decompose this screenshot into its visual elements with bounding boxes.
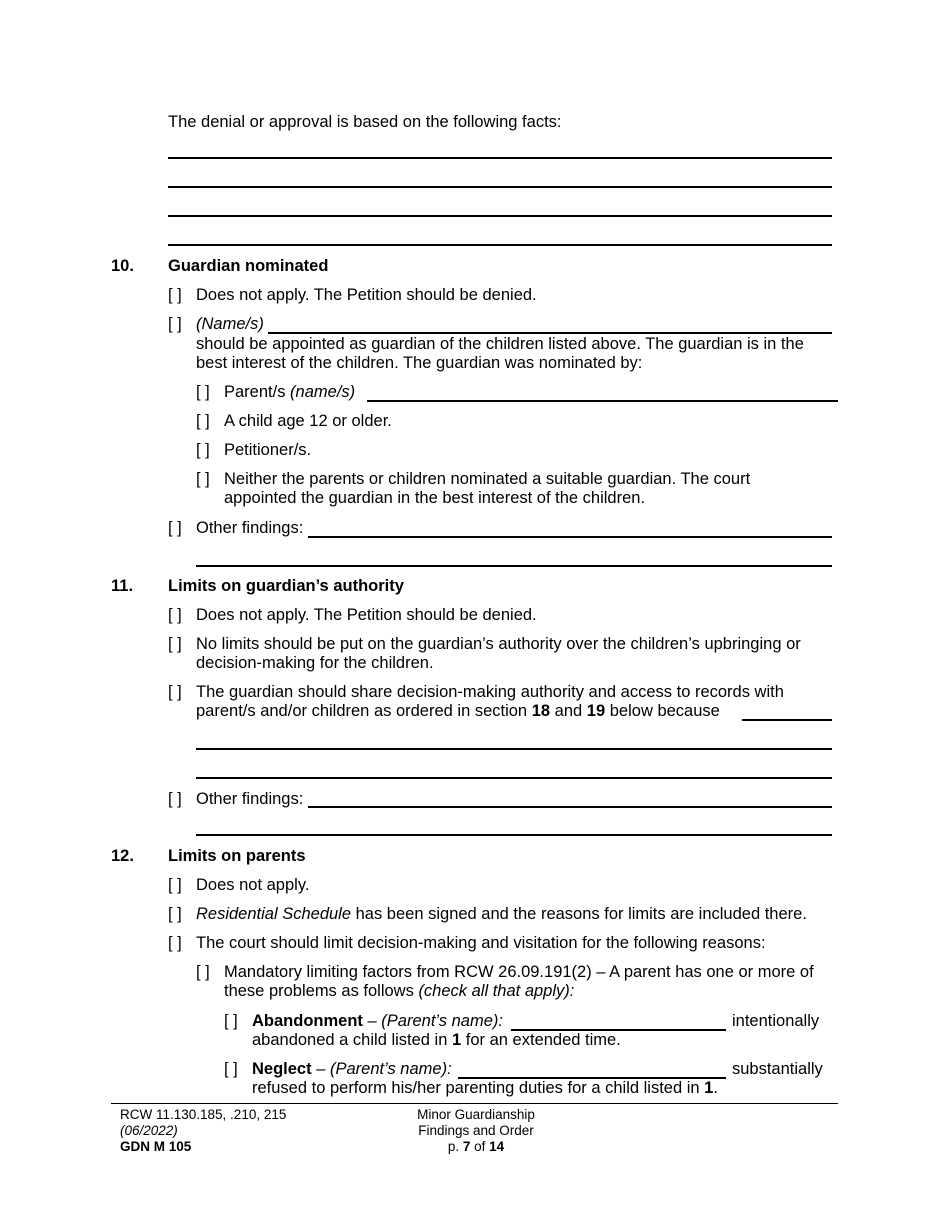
facts-line-1[interactable] (168, 157, 832, 159)
s10-parent-label: Parent/s (name/s) (224, 383, 356, 401)
s12-abandonment-label: Abandonment – (Parent’s name): (252, 1012, 503, 1030)
s12-abandonment-checkbox[interactable]: [ ] (224, 1012, 238, 1030)
s12-does-not-apply-checkbox[interactable]: [ ] (168, 876, 182, 894)
s12-abandonment-after: intentionally (732, 1012, 820, 1030)
facts-intro: The denial or approval is based on the following facts: (168, 113, 562, 131)
s11-because-field-2[interactable] (196, 748, 832, 750)
s11-share-line1: The guardian should share decision-making authority and access to records with (196, 683, 784, 701)
s12-court-limit-text: The court should limit decision-making and visitation for the following reasons: (196, 934, 766, 952)
s11-no-limits-line2: decision-making for the children. (196, 654, 434, 672)
section-10-title: Guardian nominated (168, 257, 329, 275)
footer-date: (06/2022) (120, 1123, 178, 1138)
s11-no-limits-line1: No limits should be put on the guardian’s authority over the children’s upbringing or (196, 635, 801, 653)
s11-other-findings-field-2[interactable] (196, 834, 832, 836)
s11-because-field[interactable] (742, 719, 832, 721)
section-12-number: 12. (111, 847, 134, 865)
footer-page-number: p. 7 of 14 (447, 1139, 505, 1154)
s10-neither-line2: appointed the guardian in the best interest of the children. (224, 489, 646, 507)
footer-form-number: GDN M 105 (120, 1139, 192, 1154)
s12-residential-checkbox[interactable]: [ ] (168, 905, 182, 923)
s10-neither-checkbox[interactable]: [ ] (196, 470, 210, 488)
s10-other-findings-field[interactable] (308, 536, 832, 538)
s10-neither-line1: Neither the parents or children nominated a suitable guardian. The court (224, 470, 751, 488)
s10-appointed-line1: should be appointed as guardian of the children listed above. The guardian is in the (196, 335, 804, 353)
s11-does-not-apply-checkbox[interactable]: [ ] (168, 606, 182, 624)
s10-petitioner-checkbox[interactable]: [ ] (196, 441, 210, 459)
section-11-title: Limits on guardian’s authority (168, 577, 404, 595)
s10-other-findings-checkbox[interactable]: [ ] (168, 519, 182, 537)
s12-does-not-apply-text: Does not apply. (196, 876, 310, 894)
s12-mandatory-checkbox[interactable]: [ ] (196, 963, 210, 981)
s12-neglect-line2: refused to perform his/her parenting duties for a child listed in 1. (252, 1079, 718, 1097)
s10-other-findings-label: Other findings: (196, 519, 304, 537)
facts-line-4[interactable] (168, 244, 832, 246)
s11-share-line2: parent/s and/or children as ordered in section 18 and 19 below because (196, 702, 720, 720)
s11-other-findings-field[interactable] (308, 806, 832, 808)
s12-neglect-after: substantially (732, 1060, 823, 1078)
section-11-number: 11. (111, 577, 134, 595)
footer-title-2: Findings and Order (418, 1123, 534, 1138)
footer-rcw: RCW 11.130.185, .210, 215 (120, 1107, 287, 1122)
s11-other-findings-checkbox[interactable]: [ ] (168, 790, 182, 808)
s12-mandatory-line2: these problems as follows (check all that apply): (224, 982, 575, 1000)
s10-child-age-text: A child age 12 or older. (224, 412, 392, 430)
s10-does-not-apply-text: Does not apply. The Petition should be denied. (196, 286, 537, 304)
facts-line-2[interactable] (168, 186, 832, 188)
s12-mandatory-line1: Mandatory limiting factors from RCW 26.09.191(2) – A parent has one or more of (224, 963, 814, 981)
section-12-title: Limits on parents (168, 847, 306, 865)
section-10-number: 10. (111, 257, 134, 275)
s10-petitioner-text: Petitioner/s. (224, 441, 312, 459)
s12-neglect-checkbox[interactable]: [ ] (224, 1060, 238, 1078)
s10-name-checkbox[interactable]: [ ] (168, 315, 182, 333)
s11-other-findings-label: Other findings: (196, 790, 304, 808)
s11-does-not-apply-text: Does not apply. The Petition should be denied. (196, 606, 537, 624)
s10-appointed-line2: best interest of the children. The guardian was nominated by: (196, 354, 643, 372)
s11-share-checkbox[interactable]: [ ] (168, 683, 182, 701)
s10-name-label: (Name/s) (196, 315, 264, 333)
s11-no-limits-checkbox[interactable]: [ ] (168, 635, 182, 653)
s10-parent-name-field[interactable] (367, 400, 838, 402)
s10-other-findings-field-2[interactable] (196, 565, 832, 567)
s11-because-field-3[interactable] (196, 777, 832, 779)
footer-title-1: Minor Guardianship (417, 1107, 535, 1122)
s12-residential-text: Residential Schedule has been signed and the reasons for limits are included there. (196, 905, 807, 923)
footer-divider (111, 1103, 838, 1104)
s10-child-age-checkbox[interactable]: [ ] (196, 412, 210, 430)
s10-does-not-apply-checkbox[interactable]: [ ] (168, 286, 182, 304)
s12-court-limit-checkbox[interactable]: [ ] (168, 934, 182, 952)
s10-guardian-name-field[interactable] (268, 332, 832, 334)
facts-line-3[interactable] (168, 215, 832, 217)
s12-neglect-label: Neglect – (Parent’s name): (252, 1060, 452, 1078)
s10-parent-checkbox[interactable]: [ ] (196, 383, 210, 401)
s12-abandonment-line2: abandoned a child listed in 1 for an extended time. (252, 1031, 621, 1049)
